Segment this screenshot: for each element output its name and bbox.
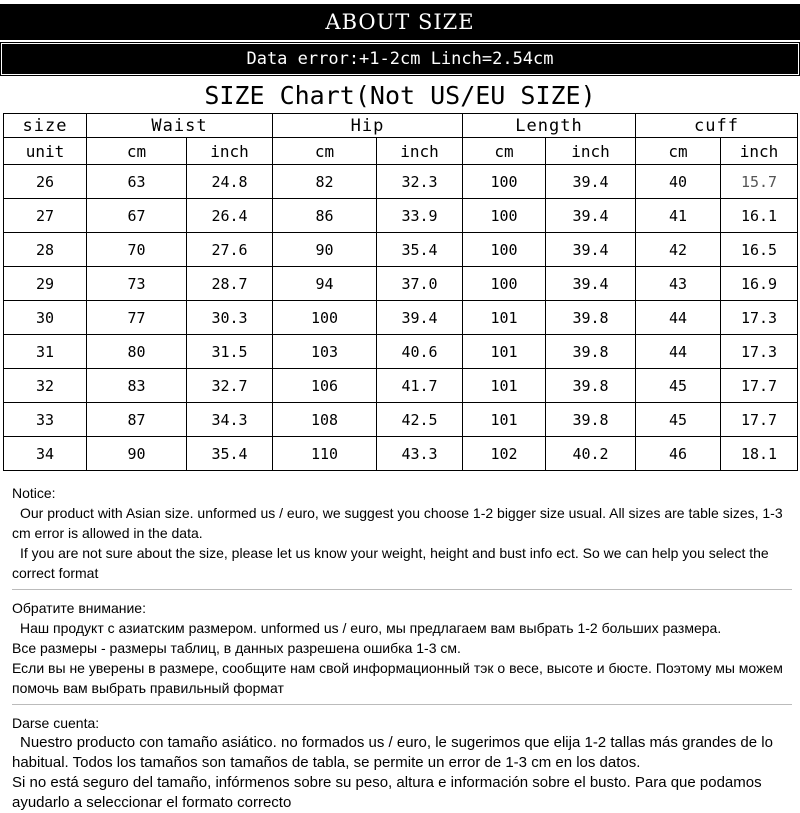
length-inch-cell: 39.8 (546, 369, 636, 403)
length-cm-cell: 101 (463, 403, 546, 437)
waist-cm-cell: 63 (87, 165, 187, 199)
length-cm-cell: 102 (463, 437, 546, 471)
length-inch-cell: 39.4 (546, 267, 636, 301)
cuff-cm-cell: 40 (636, 165, 721, 199)
length-inch-unit: inch (546, 138, 636, 165)
about-size-title: ABOUT SIZE (325, 10, 475, 34)
table-row (4, 437, 798, 471)
waist-cm-cell: 73 (87, 267, 187, 301)
waist-cm-cell: 83 (87, 369, 187, 403)
cuff-cm-cell: 43 (636, 267, 721, 301)
about-size-title-bar (0, 4, 800, 40)
hip-cm-cell: 86 (273, 199, 377, 233)
length-inch-cell: 39.4 (546, 199, 636, 233)
hip-inch-cell: 32.3 (377, 165, 463, 199)
length-inch-cell: 39.8 (546, 335, 636, 369)
notice-en-heading: Notice: (12, 485, 56, 501)
length-header: Length (463, 114, 636, 138)
hip-cm-cell: 90 (273, 233, 377, 267)
unit-header-row (4, 138, 798, 165)
cuff-inch-cell: 17.3 (721, 301, 798, 335)
length-cm-unit: cm (463, 138, 546, 165)
notice-es-paragraph-1: Nuestro producto con tamaño asiático. no formados us / euro, le sugerimos que elija 1-2 tallas más grandes de lo habitual. Todos los tamaños son tamaños de tabla, se permite un error de 1-3 cm en los datos. (12, 734, 773, 771)
notice-russian (12, 598, 792, 698)
hip-cm-cell: 108 (273, 403, 377, 437)
notice-es-paragraph-2: Si no está seguro del tamaño, infórmenos sobre su peso, altura e información sobre el busto. Para que podamos ayudarlo a seleccionar el formato correcto (12, 774, 762, 811)
hip-cm-cell: 82 (273, 165, 377, 199)
length-cm-cell: 101 (463, 335, 546, 369)
hip-inch-unit: inch (377, 138, 463, 165)
waist-inch-cell: 27.6 (187, 233, 273, 267)
hip-inch-cell: 33.9 (377, 199, 463, 233)
cuff-inch-cell: 18.1 (721, 437, 798, 471)
data-error-frame (1, 43, 799, 75)
data-error-text: Data error:+1-2cm Linch=2.54cm (246, 49, 554, 69)
waist-cm-cell: 77 (87, 301, 187, 335)
notice-en-paragraph-1: Our product with Asian size. unformed us / euro, we suggest you choose 1-2 bigger size usual. All sizes are table sizes, 1-3 cm error is allowed in the data. (12, 505, 783, 541)
waist-inch-cell: 26.4 (187, 199, 273, 233)
waist-inch-cell: 35.4 (187, 437, 273, 471)
waist-cm-cell: 70 (87, 233, 187, 267)
waist-inch-cell: 30.3 (187, 301, 273, 335)
hip-cm-cell: 106 (273, 369, 377, 403)
notice-en-paragraph-2: If you are not sure about the size, please let us know your weight, height and bust info ect. So we can help you select the correct format (12, 545, 769, 581)
data-error-bar (0, 40, 800, 76)
table-row (4, 199, 798, 233)
length-cm-cell: 100 (463, 165, 546, 199)
waist-cm-unit: cm (87, 138, 187, 165)
length-inch-cell: 39.4 (546, 165, 636, 199)
hip-cm-cell: 94 (273, 267, 377, 301)
hip-inch-cell: 43.3 (377, 437, 463, 471)
notice-section (12, 483, 792, 813)
notice-ru-paragraph-3: Если вы не уверены в размере, сообщите нам свой информационный тэк о весе, высоте и бюсте. Поэтому мы можем помочь вам выбрать правильный формат (12, 660, 783, 696)
cuff-inch-cell: 15.7 (721, 165, 798, 199)
hip-cm-cell: 103 (273, 335, 377, 369)
size-cell: 27 (4, 199, 87, 233)
cuff-inch-cell: 17.3 (721, 335, 798, 369)
hip-inch-cell: 41.7 (377, 369, 463, 403)
cuff-cm-unit: cm (636, 138, 721, 165)
cuff-cm-cell: 44 (636, 335, 721, 369)
hip-inch-cell: 39.4 (377, 301, 463, 335)
size-cell: 33 (4, 403, 87, 437)
length-inch-cell: 40.2 (546, 437, 636, 471)
hip-cm-cell: 100 (273, 301, 377, 335)
waist-cm-cell: 87 (87, 403, 187, 437)
size-chart-title: SIZE Chart(Not US/EU SIZE) (204, 80, 596, 110)
notice-ru-paragraph-2: Все размеры - размеры таблиц, в данных разрешена ошибка 1-3 см. (12, 640, 461, 656)
table-row (4, 369, 798, 403)
table-row (4, 301, 798, 335)
length-cm-cell: 101 (463, 301, 546, 335)
waist-inch-cell: 28.7 (187, 267, 273, 301)
hip-inch-cell: 37.0 (377, 267, 463, 301)
waist-inch-cell: 34.3 (187, 403, 273, 437)
cuff-cm-cell: 45 (636, 403, 721, 437)
size-cell: 30 (4, 301, 87, 335)
hip-inch-cell: 42.5 (377, 403, 463, 437)
hip-cm-unit: cm (273, 138, 377, 165)
length-cm-cell: 100 (463, 267, 546, 301)
waist-cm-cell: 80 (87, 335, 187, 369)
size-cell: 34 (4, 437, 87, 471)
hip-cm-cell: 110 (273, 437, 377, 471)
size-cell: 29 (4, 267, 87, 301)
group-header-row (4, 114, 798, 138)
waist-inch-unit: inch (187, 138, 273, 165)
waist-inch-cell: 32.7 (187, 369, 273, 403)
size-cell: 32 (4, 369, 87, 403)
notice-es-heading: Darse cuenta: (12, 715, 100, 731)
waist-cm-cell: 67 (87, 199, 187, 233)
cuff-cm-cell: 41 (636, 199, 721, 233)
cuff-inch-cell: 16.5 (721, 233, 798, 267)
size-cell: 26 (4, 165, 87, 199)
cuff-cm-cell: 42 (636, 233, 721, 267)
cuff-inch-unit: inch (721, 138, 798, 165)
cuff-inch-cell: 17.7 (721, 403, 798, 437)
table-row (4, 165, 798, 199)
length-inch-cell: 39.8 (546, 403, 636, 437)
cuff-cm-cell: 44 (636, 301, 721, 335)
hip-header: Hip (273, 114, 463, 138)
size-header: size (4, 114, 87, 138)
table-row (4, 233, 798, 267)
length-cm-cell: 100 (463, 233, 546, 267)
size-table (3, 113, 798, 471)
notice-ru-paragraph-1: Наш продукт с азиатским размером. unformed us / euro, мы предлагаем вам выбрать 1-2 больших размера. (20, 620, 722, 636)
table-row (4, 335, 798, 369)
unit-label: unit (4, 138, 87, 165)
cuff-inch-cell: 16.9 (721, 267, 798, 301)
notice-spanish (12, 713, 792, 813)
length-cm-cell: 101 (463, 369, 546, 403)
length-inch-cell: 39.8 (546, 301, 636, 335)
cuff-cm-cell: 46 (636, 437, 721, 471)
hip-inch-cell: 35.4 (377, 233, 463, 267)
cuff-cm-cell: 45 (636, 369, 721, 403)
cuff-header: cuff (636, 114, 798, 138)
size-cell: 28 (4, 233, 87, 267)
size-cell: 31 (4, 335, 87, 369)
waist-inch-cell: 31.5 (187, 335, 273, 369)
waist-cm-cell: 90 (87, 437, 187, 471)
waist-inch-cell: 24.8 (187, 165, 273, 199)
cuff-inch-cell: 16.1 (721, 199, 798, 233)
notice-divider (12, 704, 792, 705)
notice-ru-heading: Обратите внимание: (12, 600, 146, 616)
table-row (4, 267, 798, 301)
notice-es-body (12, 733, 792, 813)
length-inch-cell: 39.4 (546, 233, 636, 267)
table-row (4, 403, 798, 437)
hip-inch-cell: 40.6 (377, 335, 463, 369)
waist-header: Waist (87, 114, 273, 138)
notice-divider (12, 589, 792, 590)
length-cm-cell: 100 (463, 199, 546, 233)
notice-english (12, 483, 792, 583)
cuff-inch-cell: 17.7 (721, 369, 798, 403)
